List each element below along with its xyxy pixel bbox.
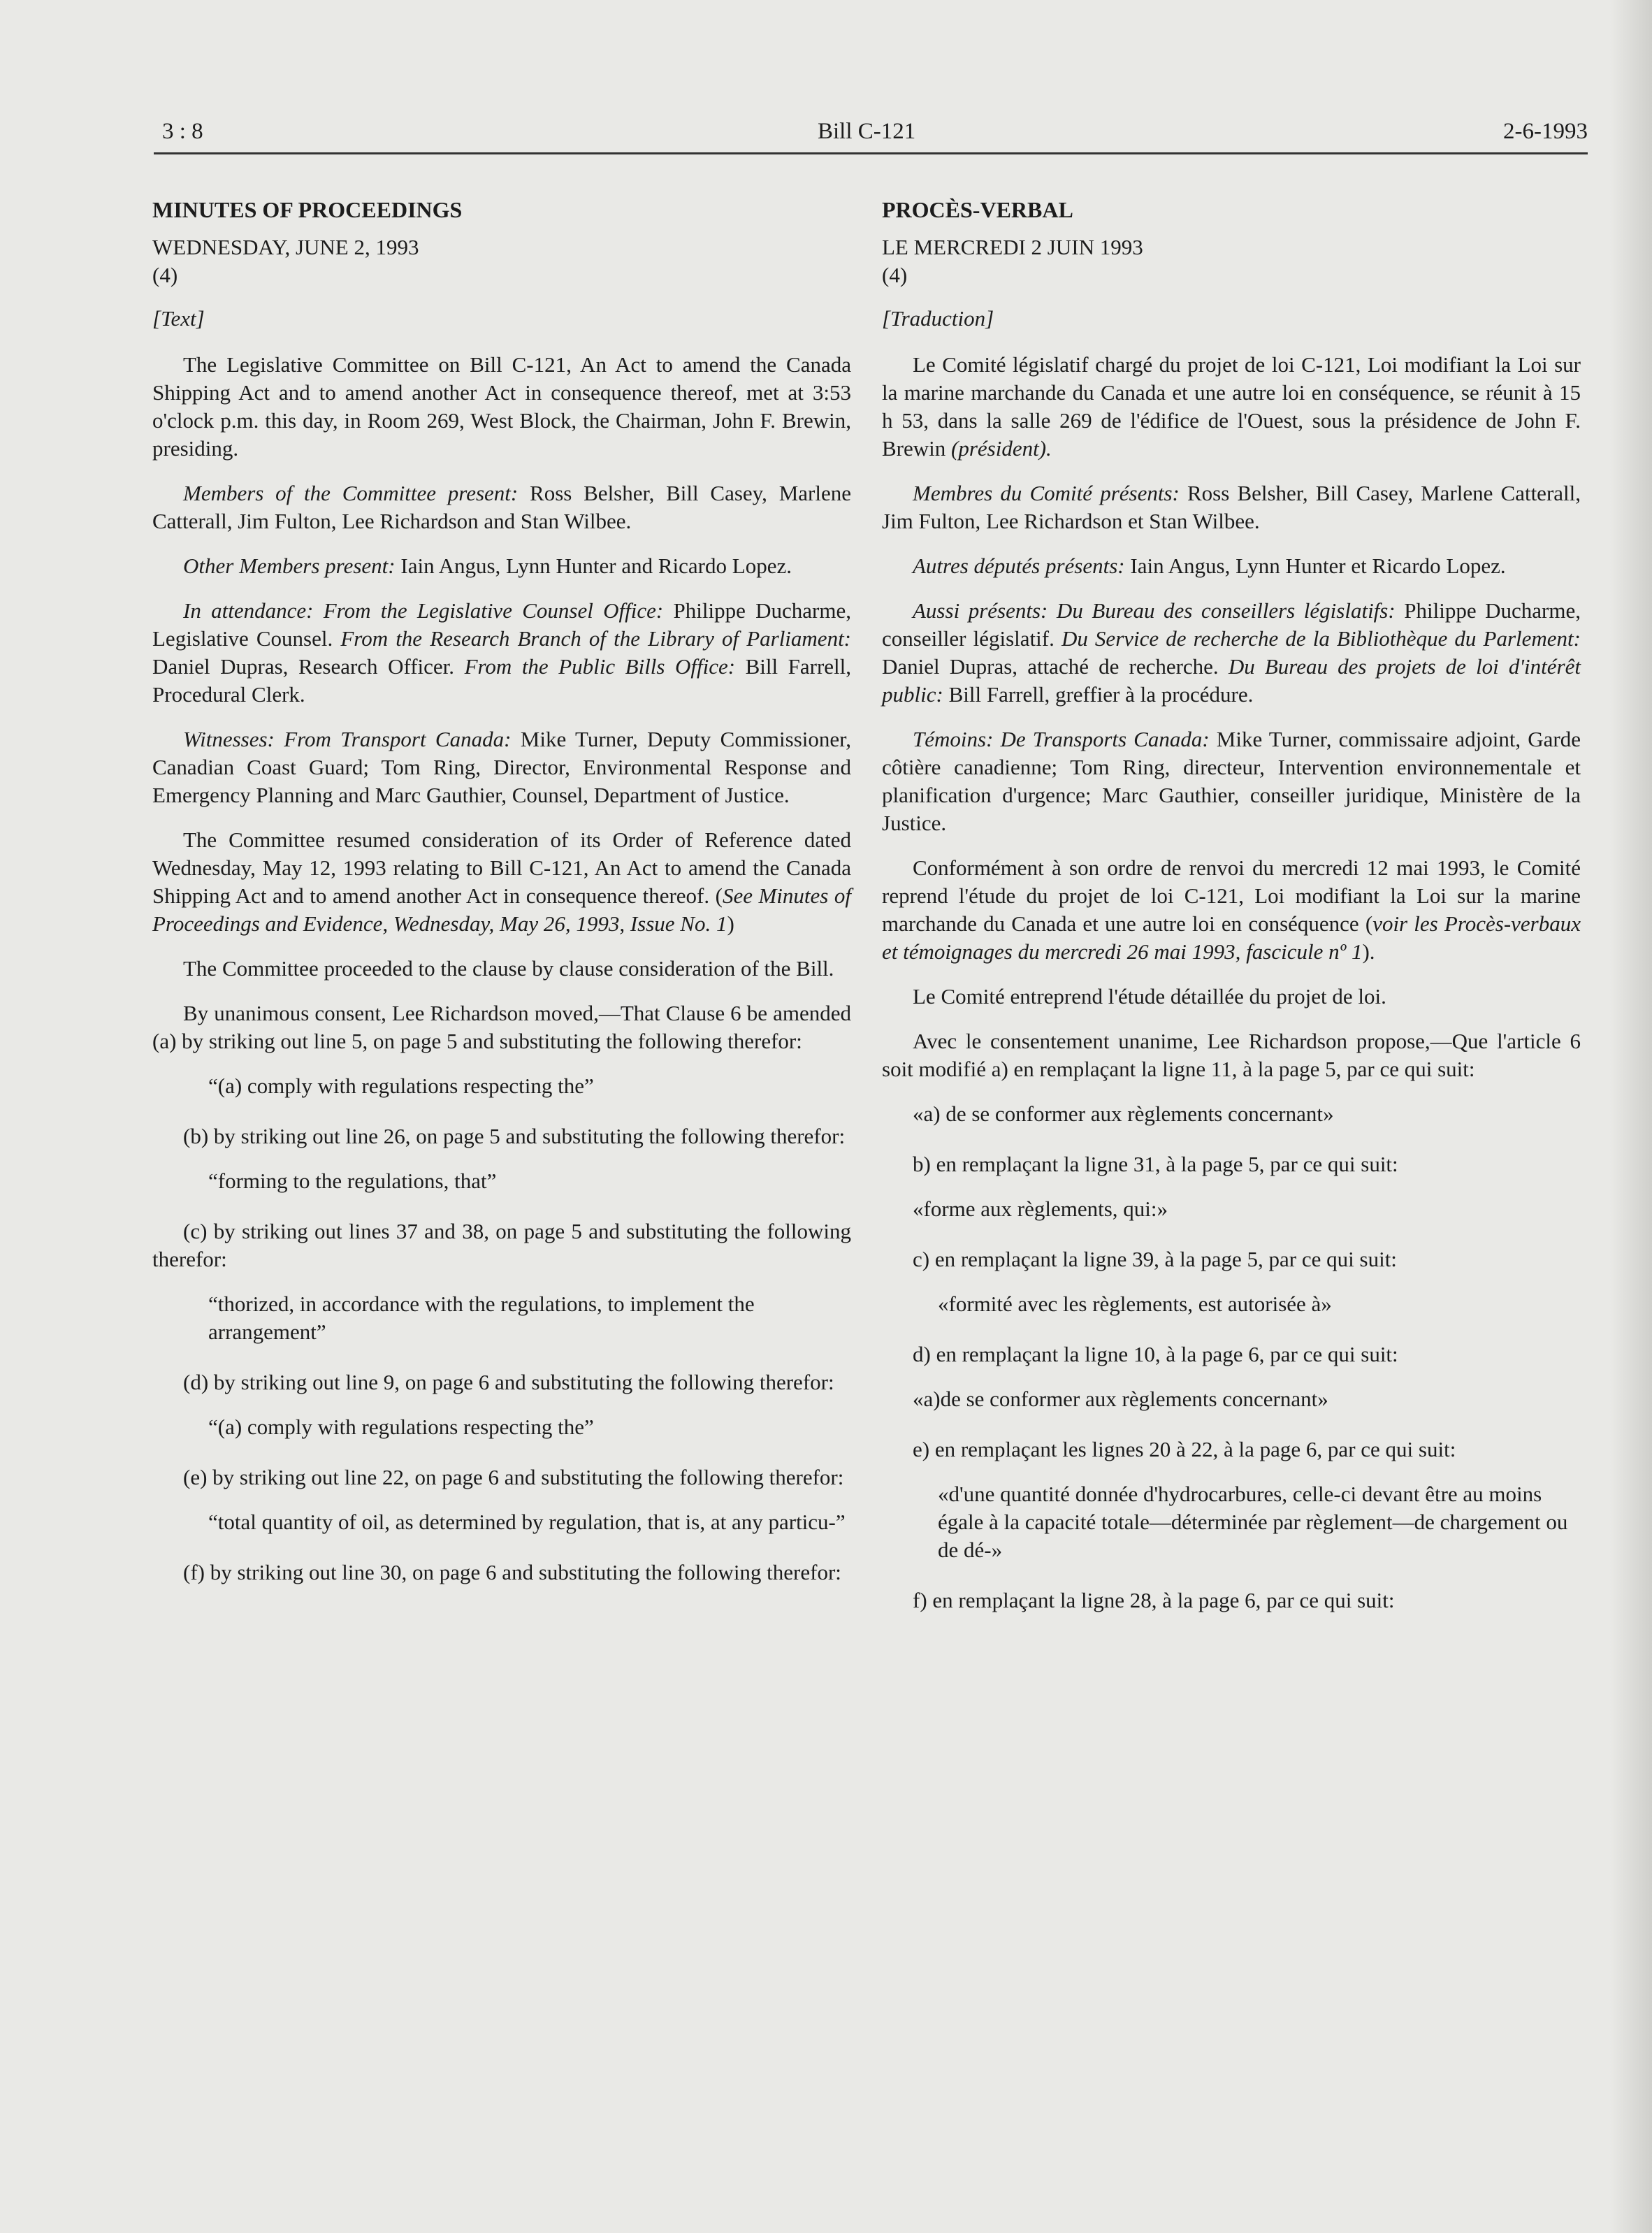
paragraph-order: The Committee resumed consideration of its Order of Reference dated Wednesday, May 12, 1993 relating to Bill C-121, An Act to amend the Canada Shipping Act and to amend another Act in consequence thereof. (See Minutes of Proceedings and Evidence, Wednesday, May 26, 1993, Issue No. 1) bbox=[152, 828, 851, 936]
paragraph: b) en remplaçant la ligne 31, à la page 5, par ce qui suit: bbox=[913, 1152, 1398, 1176]
paragraph: (d) by striking out line 9, on page 6 and substituting the following therefor: bbox=[183, 1370, 834, 1394]
paragraph: (e) by striking out line 22, on page 6 and substituting the following therefor: bbox=[183, 1465, 844, 1489]
paragraph-other-members: Autres députés présents: Iain Angus, Lynn Hunter et Ricardo Lopez. bbox=[913, 554, 1506, 578]
paragraph: (c) by striking out lines 37 and 38, on page 5 and substituting the following therefor: bbox=[152, 1219, 851, 1271]
label: Other Members present: bbox=[183, 554, 396, 578]
amendment-quote: «forme aux règlements, qui:» bbox=[913, 1197, 1168, 1221]
amendment-quote: «a) de se conformer aux règlements concernant» bbox=[913, 1101, 1334, 1126]
page-header bbox=[154, 113, 1588, 154]
page-number: 3 : 8 bbox=[162, 119, 203, 144]
amendment-quote: «d'une quantité donnée d'hydrocarbures, celle-ci devant être au moins égale à la capacité totale—déterminée par règlement—de chargement ou de dé-» bbox=[938, 1482, 1568, 1562]
amendment-quote: “forming to the regulations, that” bbox=[208, 1169, 497, 1193]
amendment-quote: “total quantity of oil, as determined by regulation, that is, at any particu-” bbox=[208, 1510, 846, 1534]
paragraph: d) en remplaçant la ligne 10, à la page 6, par ce qui suit: bbox=[913, 1342, 1398, 1366]
paragraph-witnesses: Témoins: De Transports Canada: Mike Turner, commissaire adjoint, Garde côtière canadienne; Tom Ring, directeur, Intervention environnementale et planification d'urgence; Marc Gauthier, conseiller juridique, Ministère de la Justice. bbox=[882, 727, 1581, 835]
amendment-quote: “thorized, in accordance with the regulations, to implement the arrangement” bbox=[208, 1292, 755, 1344]
paragraph-members: Membres du Comité présents: Ross Belsher, Bill Casey, Marlene Catterall, Jim Fulton, Lee Richardson et Stan Wilbee. bbox=[882, 481, 1581, 533]
paragraph: The Legislative Committee on Bill C-121, An Act to amend the Canada Shipping Act and to amend another Act in consequence thereof, met at 3:53 o'clock p.m. this day, in Room 269, West Block, the Chairman, John F. Brewin, presiding. bbox=[152, 352, 851, 461]
page-edge-shadow bbox=[1610, 0, 1652, 2233]
amendment-quote: “(a) comply with regulations respecting the” bbox=[208, 1415, 594, 1439]
paragraph-motion: By unanimous consent, Lee Richardson moved,—That Clause 6 be amended (a) by striking out line 5, on page 5 and substituting the following therefor: bbox=[152, 1001, 851, 1053]
amendment-quote: “(a) comply with regulations respecting the” bbox=[208, 1074, 594, 1098]
paragraph-attendance: In attendance: From the Legislative Counsel Office: Philippe Ducharme, Legislative Counsel. From the Research Branch of the Library of Parliament: Daniel Dupras, Research Officer. From the Public Bills Office: Bill Farrell, Procedural Clerk. bbox=[152, 598, 852, 707]
amendment-quote: «a)de se conformer aux règlements concernant» bbox=[913, 1387, 1328, 1411]
paragraph: Le Comité entreprend l'étude détaillée du projet de loi. bbox=[913, 984, 1386, 1009]
meeting-number: (4) bbox=[882, 263, 908, 287]
paragraph: e) en remplaçant les lignes 20 à 22, à la page 6, par ce qui suit: bbox=[913, 1437, 1456, 1461]
paragraph: (f) by striking out line 30, on page 6 and substituting the following therefor: bbox=[183, 1560, 841, 1584]
french-column bbox=[882, 196, 1581, 1631]
section-title: MINUTES OF PROCEEDINGS bbox=[152, 197, 463, 222]
paragraph-order: Conformément à son ordre de renvoi du mercredi 12 mai 1993, le Comité reprend l'étude du projet de loi C-121, Loi modifiant la Loi sur la marine marchande du Canada et une autre loi en conséquence (voir les Procès-verbaux et témoignages du mercredi 26 mai 1993, fascicule nº 1). bbox=[882, 855, 1581, 964]
paragraph-other-members: Other Members present: Iain Angus, Lynn Hunter and Ricardo Lopez. bbox=[183, 554, 792, 578]
paragraph-members: Members of the Committee present: Ross Belsher, Bill Casey, Marlene Catterall, Jim Fulton, Lee Richardson and Stan Wilbee. bbox=[152, 481, 851, 533]
section-title: PROCÈS-VERBAL bbox=[882, 197, 1073, 222]
paragraph-motion: Avec le consentement unanime, Lee Richardson propose,—Que l'article 6 soit modifié a) en remplaçant la ligne 11, à la page 5, par ce qui suit: bbox=[882, 1029, 1581, 1081]
header-date: 2-6-1993 bbox=[1503, 119, 1588, 144]
paragraph: c) en remplaçant la ligne 39, à la page 5, par ce qui suit: bbox=[913, 1247, 1397, 1271]
amendment-quote: «formité avec les règlements, est autorisée à» bbox=[938, 1292, 1332, 1316]
paragraph-attendance: Aussi présents: Du Bureau des conseillers législatifs: Philippe Ducharme, conseiller législatif. Du Service de recherche de la Bibliothèque du Parlement: Daniel Dupras, attaché de recherche. Du Bureau des projets de loi d'intérêt public: Bill Farrell, greffier à la procédure. bbox=[882, 598, 1581, 707]
english-column bbox=[152, 196, 851, 1603]
meeting-date: WEDNESDAY, JUNE 2, 1993 bbox=[152, 235, 419, 259]
paragraph-witnesses: Witnesses: From Transport Canada: Mike Turner, Deputy Commissioner, Canadian Coast Guard; Tom Ring, Director, Environmental Response and Emergency Planning and Marc Gauthier, Counsel, Department of Justice. bbox=[152, 727, 851, 807]
paragraph: The Committee proceeded to the clause by clause consideration of the Bill. bbox=[183, 956, 834, 981]
bill-title: Bill C-121 bbox=[818, 119, 916, 144]
paragraph: (b) by striking out line 26, on page 5 and substituting the following therefor: bbox=[183, 1124, 846, 1148]
meeting-date: LE MERCREDI 2 JUIN 1993 bbox=[882, 235, 1143, 259]
paragraph: f) en remplaçant la ligne 28, à la page 6, par ce qui suit: bbox=[913, 1588, 1395, 1612]
meeting-number: (4) bbox=[152, 263, 178, 287]
text-tag: [Traduction] bbox=[882, 306, 994, 331]
paragraph: Le Comité législatif chargé du projet de loi C-121, Loi modifiant la Loi sur la marine marchande du Canada et une autre loi en conséquence, se réunit à 15 h 53, dans la salle 269 de l'édifice de l'Ouest, sous la présidence de John F. Brewin (président). bbox=[882, 352, 1581, 461]
text-tag: [Text] bbox=[152, 306, 205, 331]
label: Members of the Committee present: bbox=[183, 481, 519, 505]
